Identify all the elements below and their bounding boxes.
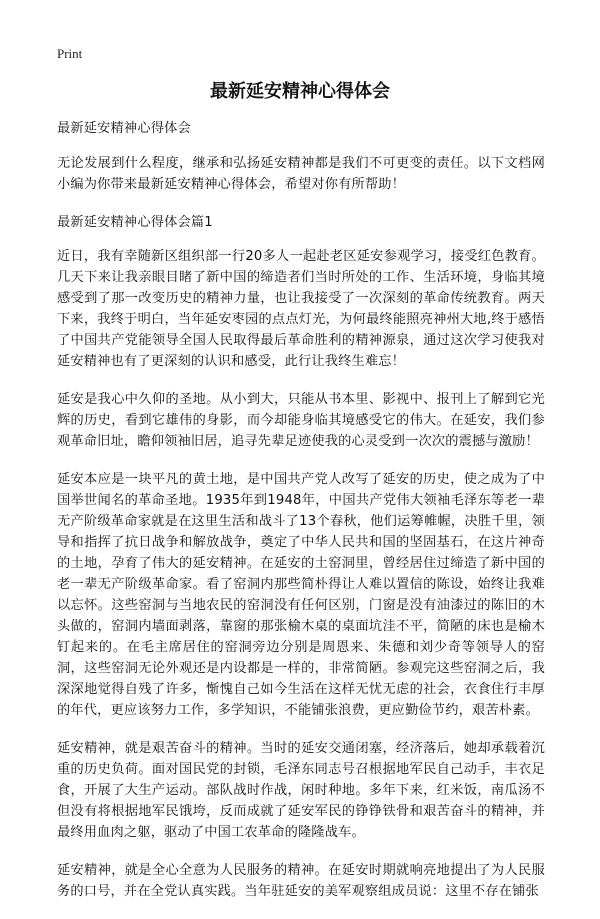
- body-paragraph: 延安是我心中久仰的圣地。从小到大，只能从书本里、影视中、报刊上了解到它光辉的历史，看到它雄伟的身影，而今却能身临其境感受它的伟大。在延安，我们参观革命旧址，瞻仰领袖旧居，追寻先辈足迹使我的心灵受到一次次的震撼与激励！: [57, 392, 545, 449]
- page-title: 最新延安精神心得体会: [210, 81, 390, 102]
- body-paragraph: 延安本应是一块平凡的黄土地，是中国共产党人改写了延安的历史，使之成为了中国举世闻名的革命圣地。1935年到1948年，中国共产党伟大领袖毛泽东等老一辈无产阶级革命家就是在这里生活和战斗了13个春秋，他们运筹帷幄，决胜千里，领导和指挥了抗日战争和解放战争，奠定了中华人民共和国的坚固基石，在这片神奇的土地，孕育了伟大的延安精神。在延安的土窑洞里，曾经居住过缔造了新中国的老一辈无产阶级革命家。看了窑洞内那些简朴得让人难以置信的陈设，始终让我难以忘怀。这些窑洞与当地农民的窑洞没有任何区别，门窗是没有油漆过的陈旧的木头做的，窑洞内墙面剥落，靠窗的那张榆木桌的桌面坑洼不平，简陋的床也是榆木钉起来的。在毛主席居住的窑洞旁边分别是周恩来、朱德和刘少奇等领导人的窑洞，这些窑洞无论外观还是内设都是一样的，非常简陋。参观完这些窑洞之后，我深深地觉得自残了许多，惭愧自己如今生活在这样无忧无虑的社会，衣食住行丰厚的年代，更应该努力工作，多学知识，不能铺张浪费，更应勤俭节约，艰苦朴素。: [57, 472, 545, 718]
- article-body: [57, 118, 545, 919]
- intro-paragraph: 无论发展到什么程度，继承和弘扬延安精神都是我们不可更变的责任。以下文档网小编为你带来最新延安精神心得体会，希望对你有所帮助！: [57, 156, 545, 192]
- body-paragraph: 延安精神，就是全心全意为人民服务的精神。在延安时期就响亮地提出了为人民服务的口号，并在全党认真实践。当年驻延安的美军观察组成员说：这里不存在铺张: [57, 863, 545, 899]
- article-subtitle: 最新延安精神心得体会: [57, 121, 191, 136]
- body-paragraph: 延安精神，就是艰苦奋斗的精神。当时的延安交通闭塞，经济落后，她却承载着沉重的历史负荷。面对国民党的封锁，毛泽东同志号召根据地军民自己动手，丰衣足食，开展了大生产运动。部队战时作战，闲时种地。多年下来，红米饭，南瓜汤不但没有将根据地军民饿垮，反而成就了延安军民的铮铮铁骨和艰苦奋斗的精神，并最终用血肉之躯，驱动了中国工农革命的隆隆战车。: [57, 741, 545, 840]
- print-link[interactable]: Print: [57, 46, 83, 61]
- body-paragraph: 近日，我有幸随新区组织部一行20多人一起赴老区延安参观学习，接受红色教育。几天下来让我亲眼目睹了新中国的缔造者们当时所处的工作、生活环境，身临其境感受到了那一改变历史的精神力量，也让我接受了一次深刻的革命传统教育。两天下来，我终于明白，当年延安枣园的点点灯光，为何最终能照亮神州大地,终于感悟了中国共产党能领导全国人民取得最后革命胜利的精神源泉，通过这次学习使我对延安精神也有了更深刻的认识和感受，此行让我终生难忘！: [57, 249, 545, 369]
- section-heading: 最新延安精神心得体会篇1: [57, 215, 213, 230]
